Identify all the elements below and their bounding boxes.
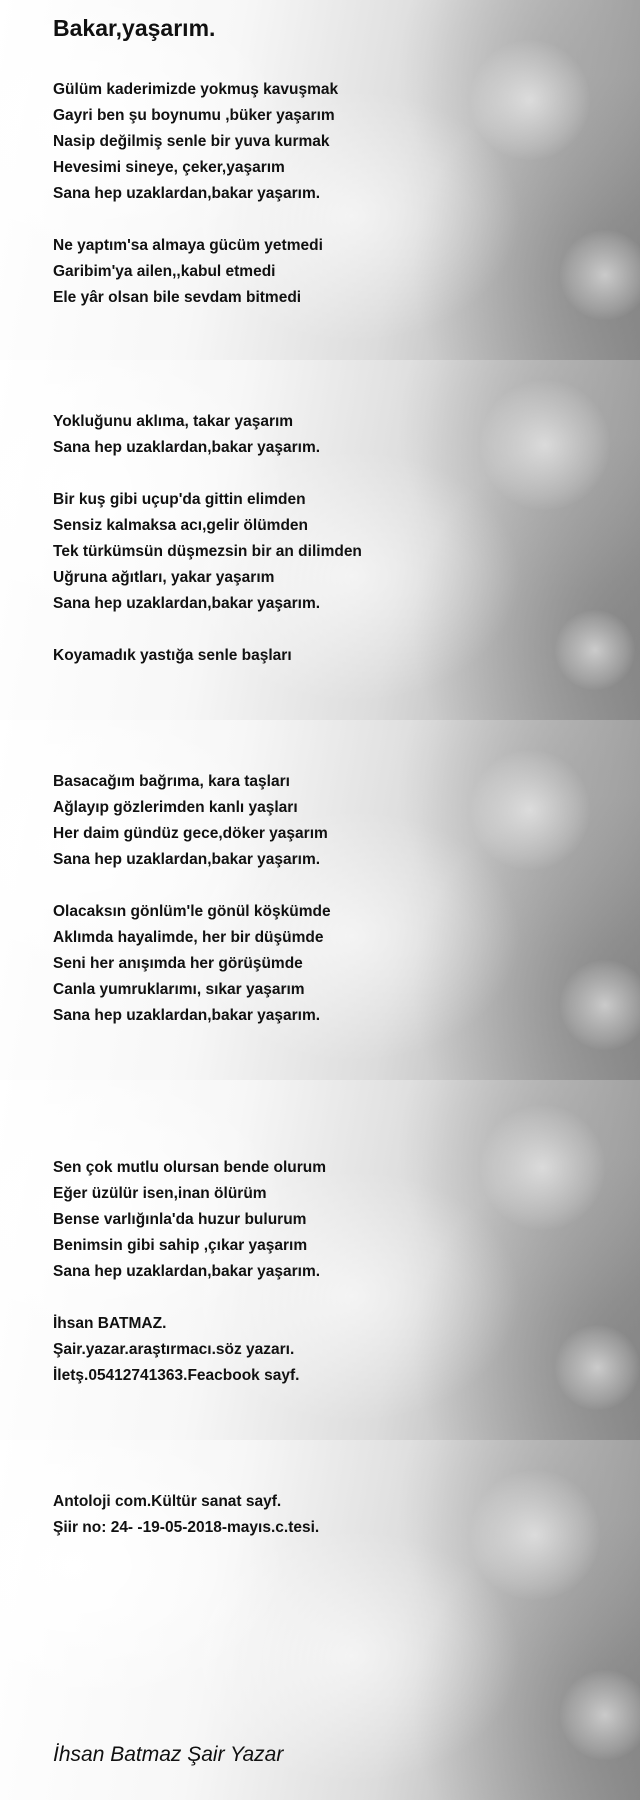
poem-line: Sana hep uzaklardan,bakar yaşarım.: [53, 595, 321, 612]
poem-line: Sen çok mutlu olursan bende olurum: [53, 1159, 327, 1176]
stanza-gap: [53, 873, 620, 899]
poem-number-line: Şiir no: 24- -19-05-2018-mayıs.c.tesi.: [53, 1519, 320, 1536]
poem-line: Gayri ben şu boynumu ,büker yaşarım: [53, 107, 335, 124]
stanza-block: [53, 769, 620, 1029]
poem-line: Sana hep uzaklardan,bakar yaşarım.: [53, 439, 321, 456]
poem-line: Eğer üzülür isen,inan ölürüm: [53, 1185, 267, 1202]
poem-line: Sensiz kalmaksa acı,gelir ölümden: [53, 517, 309, 534]
author-contact: İletş.05412741363.Feacbook sayf.: [53, 1367, 300, 1384]
source-block: [53, 1489, 620, 1541]
stanza-gap: [53, 461, 620, 487]
poem-line: Garibim'ya ailen,,kabul etmedi: [53, 263, 276, 280]
poem-panel-4: [0, 1080, 640, 1440]
poem-line: Bir kuş gibi uçup'da gittin elimden: [53, 491, 306, 508]
stanza-block: [53, 409, 620, 669]
stanza-gap: [53, 207, 620, 233]
poem-panel-5: [0, 1440, 640, 1800]
poem-line: Sana hep uzaklardan,bakar yaşarım.: [53, 1263, 321, 1280]
poem-line: Her daim gündüz gece,döker yaşarım: [53, 825, 328, 842]
poem-line: Tek türkümsün düşmezsin bir an dilimden: [53, 543, 362, 560]
stanza-gap: [53, 617, 620, 643]
poem-line: Nasip değilmiş senle bir yuva kurmak: [53, 133, 330, 150]
poem-line: Bense varlığınla'da huzur bulurum: [53, 1211, 307, 1228]
poem-title: Bakar,yaşarım.: [53, 15, 216, 41]
poem-line: Basacağım bağrıma, kara taşları: [53, 773, 290, 790]
poem-line: Hevesimi sineye, çeker,yaşarım: [53, 159, 285, 176]
poem-panel-3: [0, 720, 640, 1080]
poem-line: Canla yumruklarımı, sıkar yaşarım: [53, 981, 305, 998]
poem-line: Ele yâr olsan bile sevdam bitmedi: [53, 289, 302, 306]
poem-line: Benimsin gibi sahip ,çıkar yaşarım: [53, 1237, 308, 1254]
stanza-block: [53, 77, 620, 311]
poem-line: Aklımda hayalimde, her bir düşümde: [53, 929, 324, 946]
poem-line: Sana hep uzaklardan,bakar yaşarım.: [53, 1007, 321, 1024]
signature: İhsan Batmaz Şair Yazar: [53, 1743, 284, 1766]
poem-line: Uğruna ağıtları, yakar yaşarım: [53, 569, 275, 586]
poem-line: Ağlayıp gözlerimden kanlı yaşları: [53, 799, 298, 816]
poem-line: Gülüm kaderimizde yokmuş kavuşmak: [53, 81, 339, 98]
stanza-block: [53, 1155, 620, 1389]
stanza-gap: [53, 1285, 620, 1311]
poem-line: Yokluğunu aklıma, takar yaşarım: [53, 413, 294, 430]
poem-panel-2: [0, 360, 640, 720]
author-name: İhsan BATMAZ.: [53, 1315, 167, 1332]
poem-line: Ne yaptım'sa almaya gücüm yetmedi: [53, 237, 323, 254]
author-title: Şair.yazar.araştırmacı.söz yazarı.: [53, 1341, 295, 1358]
poem-line: Koyamadık yastığa senle başları: [53, 647, 292, 664]
bokeh-light: [560, 1670, 640, 1760]
poem-line: Sana hep uzaklardan,bakar yaşarım.: [53, 851, 321, 868]
poem-line: Olacaksın gönlüm'le gönül köşkümde: [53, 903, 331, 920]
source-line: Antoloji com.Kültür sanat sayf.: [53, 1493, 282, 1510]
poem-panel-1: [0, 0, 640, 360]
poem-line: Sana hep uzaklardan,bakar yaşarım.: [53, 185, 321, 202]
poem-line: Seni her anışımda her görüşümde: [53, 955, 303, 972]
